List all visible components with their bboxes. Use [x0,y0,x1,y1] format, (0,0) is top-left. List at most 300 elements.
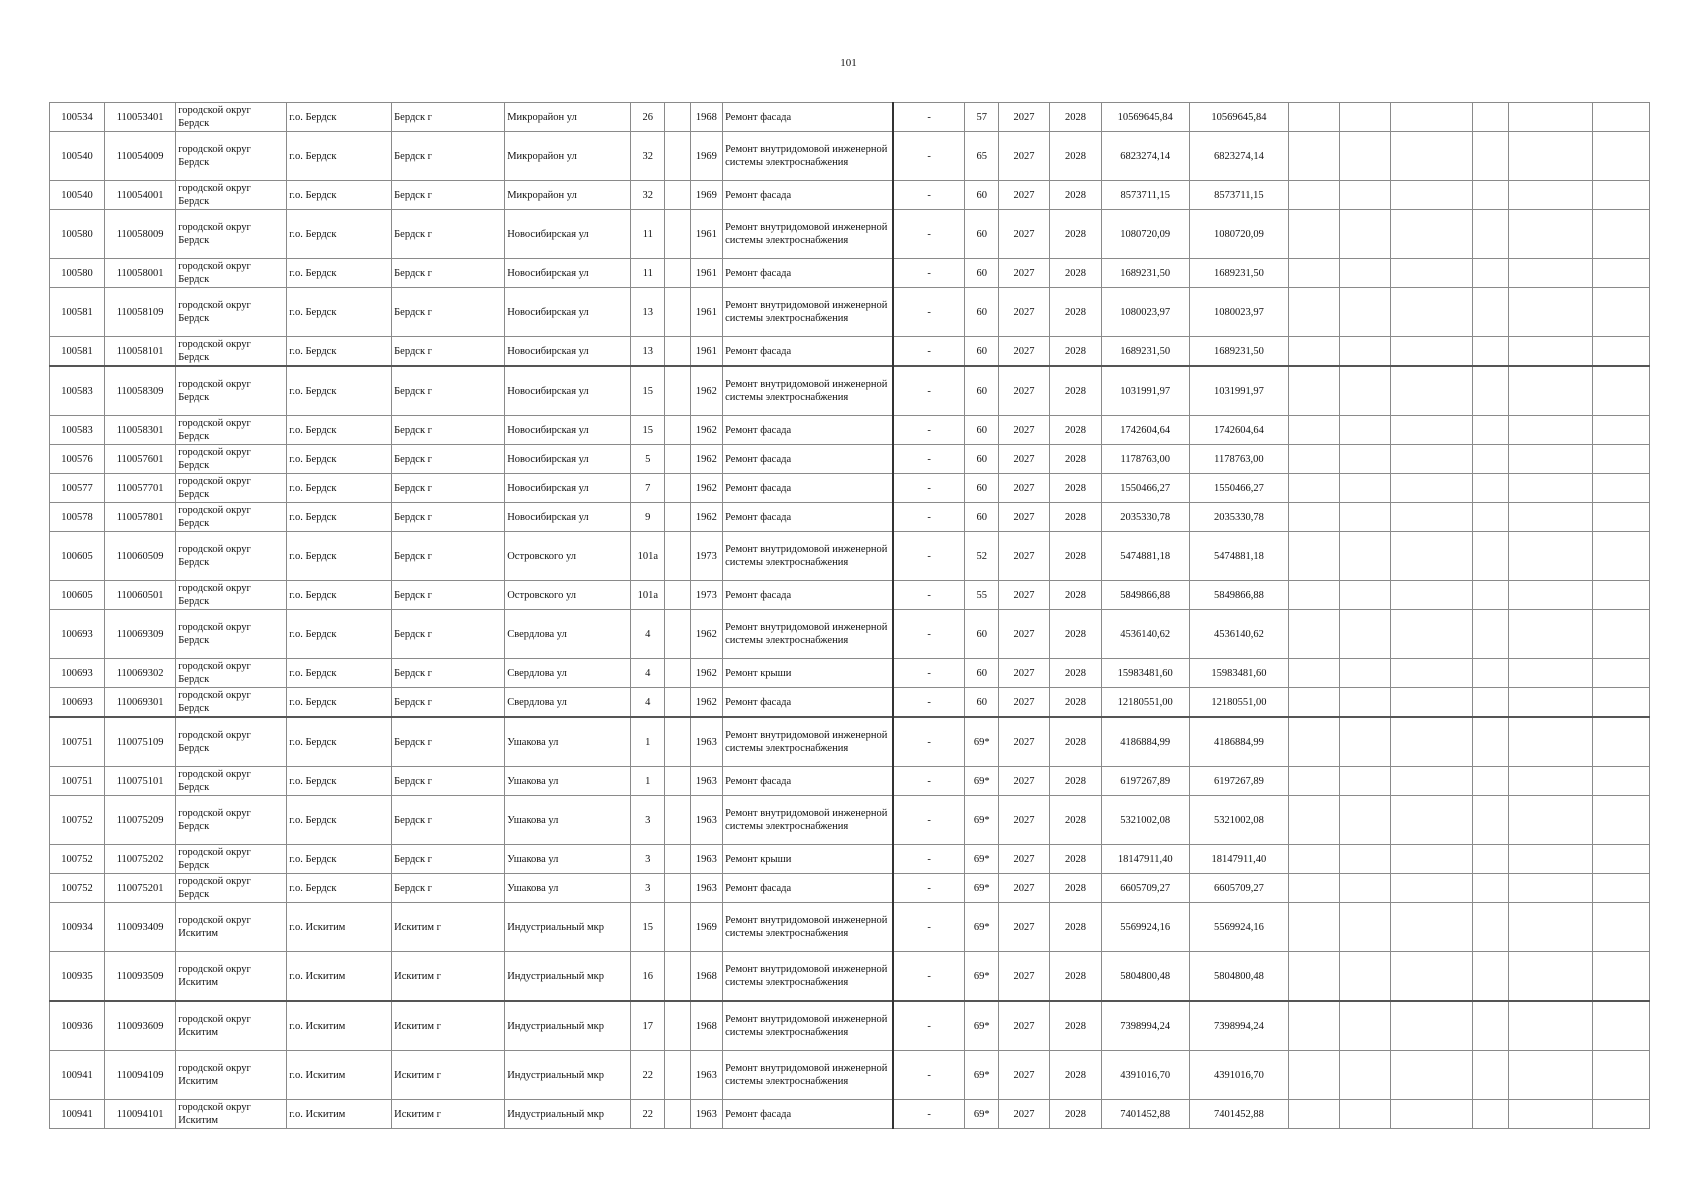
cell-program-id: 100941 [50,1051,105,1100]
cell-building [665,288,690,337]
cell-program-id: 100581 [50,288,105,337]
cell-building [665,1100,690,1129]
cell-empty [1592,1051,1649,1100]
cell-municipality: городской округ Бердск [176,581,287,610]
cell-municipality: городской округ Бердск [176,445,287,474]
cell-dash: - [893,903,965,952]
table-row [50,181,1650,210]
cell-empty [1289,474,1340,503]
cell-empty [1340,1051,1391,1100]
table-row [50,532,1650,581]
cell-empty [1472,366,1509,416]
cell-empty [1340,659,1391,688]
cell-street: Ушакова ул [505,796,631,845]
cell-empty [1340,581,1391,610]
cell-program-id: 100941 [50,1100,105,1129]
table-row [50,610,1650,659]
cell-dash: - [893,610,965,659]
cell-empty [1391,717,1472,767]
cell-empty [1509,796,1593,845]
cell-cost-total: 18147911,40 [1189,845,1289,874]
cell-house-number: 17 [631,1001,665,1051]
cell-empty [1391,288,1472,337]
cell-empty [1509,181,1593,210]
cell-work-id: 110053401 [104,103,175,132]
cell-cost-total: 7401452,88 [1189,1100,1289,1129]
cell-work-id: 110057801 [104,503,175,532]
cell-house-number: 7 [631,474,665,503]
cell-locality: Бердск г [392,445,505,474]
cell-empty [1340,717,1391,767]
cell-year-to: 2028 [1050,903,1102,952]
cell-empty [1340,503,1391,532]
cell-empty [1592,503,1649,532]
cell-empty [1509,532,1593,581]
cell-empty [1509,845,1593,874]
cell-work-type: Ремонт крыши [723,845,893,874]
table-row [50,952,1650,1002]
cell-empty [1509,416,1593,445]
cell-wear-percent: 60 [965,366,999,416]
cell-empty [1472,903,1509,952]
cell-building [665,874,690,903]
cell-empty [1340,874,1391,903]
cell-year-to: 2028 [1050,581,1102,610]
cell-building [665,796,690,845]
cell-empty [1289,952,1340,1002]
cell-year-built: 1962 [690,416,723,445]
cell-district: г.о. Бердск [287,474,392,503]
table-row [50,132,1650,181]
cell-work-id: 110094101 [104,1100,175,1129]
cell-empty [1391,103,1472,132]
cell-work-type: Ремонт фасада [723,445,893,474]
cell-empty [1472,445,1509,474]
cell-empty [1289,767,1340,796]
cell-empty [1592,337,1649,367]
cell-cost: 1742604,64 [1101,416,1189,445]
cell-year-to: 2028 [1050,259,1102,288]
cell-program-id: 100580 [50,259,105,288]
cell-building [665,132,690,181]
table-row [50,581,1650,610]
cell-year-built: 1962 [690,610,723,659]
table-row [50,474,1650,503]
cell-empty [1472,288,1509,337]
cell-locality: Бердск г [392,874,505,903]
cell-work-id: 110060501 [104,581,175,610]
cell-empty [1509,259,1593,288]
cell-dash: - [893,581,965,610]
cell-house-number: 101а [631,581,665,610]
cell-cost: 4391016,70 [1101,1051,1189,1100]
cell-dash: - [893,952,965,1002]
cell-empty [1592,845,1649,874]
cell-empty [1472,717,1509,767]
cell-work-id: 110075109 [104,717,175,767]
cell-house-number: 22 [631,1051,665,1100]
cell-locality: Бердск г [392,796,505,845]
cell-empty [1289,659,1340,688]
cell-empty [1592,581,1649,610]
cell-work-id: 110058009 [104,210,175,259]
cell-district: г.о. Искитим [287,952,392,1002]
cell-year-from: 2027 [999,796,1050,845]
cell-empty [1289,1051,1340,1100]
cell-municipality: городской округ Искитим [176,952,287,1002]
cell-wear-percent: 60 [965,445,999,474]
cell-work-type: Ремонт фасада [723,474,893,503]
cell-street: Ушакова ул [505,767,631,796]
cell-locality: Бердск г [392,416,505,445]
cell-empty [1289,1001,1340,1051]
cell-wear-percent: 60 [965,688,999,718]
cell-year-from: 2027 [999,581,1050,610]
cell-empty [1391,610,1472,659]
cell-year-built: 1973 [690,532,723,581]
cell-wear-percent: 69* [965,845,999,874]
cell-house-number: 16 [631,952,665,1002]
cell-street: Микрорайон ул [505,132,631,181]
cell-house-number: 4 [631,688,665,718]
cell-district: г.о. Бердск [287,532,392,581]
cell-house-number: 32 [631,181,665,210]
cell-municipality: городской округ Бердск [176,610,287,659]
cell-municipality: городской округ Бердск [176,474,287,503]
cell-house-number: 15 [631,366,665,416]
cell-cost-total: 5849866,88 [1189,581,1289,610]
cell-street: Микрорайон ул [505,103,631,132]
cell-program-id: 100578 [50,503,105,532]
cell-street: Новосибирская ул [505,337,631,367]
cell-cost: 7401452,88 [1101,1100,1189,1129]
cell-empty [1509,337,1593,367]
cell-program-id: 100751 [50,717,105,767]
cell-empty [1391,132,1472,181]
cell-empty [1592,181,1649,210]
cell-empty [1289,1100,1340,1129]
cell-year-to: 2028 [1050,132,1102,181]
cell-street: Новосибирская ул [505,503,631,532]
cell-wear-percent: 69* [965,717,999,767]
cell-wear-percent: 60 [965,416,999,445]
table-row [50,366,1650,416]
cell-building [665,103,690,132]
cell-district: г.о. Бердск [287,288,392,337]
cell-year-built: 1963 [690,845,723,874]
cell-empty [1472,845,1509,874]
cell-empty [1509,288,1593,337]
cell-year-built: 1968 [690,1001,723,1051]
cell-dash: - [893,181,965,210]
cell-cost-total: 4391016,70 [1189,1051,1289,1100]
cell-empty [1289,796,1340,845]
cell-locality: Бердск г [392,337,505,367]
cell-empty [1509,366,1593,416]
cell-cost: 5569924,16 [1101,903,1189,952]
cell-work-type: Ремонт фасада [723,874,893,903]
cell-empty [1340,259,1391,288]
cell-dash: - [893,1001,965,1051]
cell-empty [1289,874,1340,903]
cell-dash: - [893,288,965,337]
cell-street: Новосибирская ул [505,210,631,259]
cell-empty [1340,903,1391,952]
cell-street: Индустриальный мкр [505,903,631,952]
cell-year-from: 2027 [999,874,1050,903]
cell-year-built: 1963 [690,796,723,845]
cell-cost-total: 4186884,99 [1189,717,1289,767]
cell-empty [1391,416,1472,445]
cell-empty [1509,874,1593,903]
cell-dash: - [893,532,965,581]
cell-street: Ушакова ул [505,874,631,903]
cell-empty [1509,474,1593,503]
cell-cost: 1031991,97 [1101,366,1189,416]
cell-building [665,952,690,1002]
cell-dash: - [893,796,965,845]
cell-municipality: городской округ Бердск [176,874,287,903]
registry-rows [50,103,1650,1129]
cell-empty [1391,659,1472,688]
cell-year-to: 2028 [1050,952,1102,1002]
cell-wear-percent: 60 [965,503,999,532]
cell-wear-percent: 69* [965,767,999,796]
cell-empty [1592,366,1649,416]
cell-work-id: 110058309 [104,366,175,416]
cell-locality: Бердск г [392,132,505,181]
cell-building [665,337,690,367]
cell-district: г.о. Бердск [287,210,392,259]
cell-year-from: 2027 [999,337,1050,367]
cell-empty [1289,688,1340,718]
cell-empty [1289,366,1340,416]
cell-cost-total: 6605709,27 [1189,874,1289,903]
cell-wear-percent: 69* [965,874,999,903]
cell-cost-total: 8573711,15 [1189,181,1289,210]
cell-empty [1472,210,1509,259]
cell-district: г.о. Бердск [287,688,392,718]
cell-locality: Бердск г [392,532,505,581]
cell-year-to: 2028 [1050,688,1102,718]
cell-empty [1289,337,1340,367]
cell-empty [1391,337,1472,367]
cell-street: Новосибирская ул [505,416,631,445]
cell-wear-percent: 52 [965,532,999,581]
cell-year-built: 1968 [690,103,723,132]
cell-district: г.о. Бердск [287,796,392,845]
cell-empty [1472,1051,1509,1100]
cell-year-from: 2027 [999,1051,1050,1100]
cell-wear-percent: 69* [965,1001,999,1051]
cell-empty [1391,503,1472,532]
cell-cost-total: 1550466,27 [1189,474,1289,503]
cell-empty [1391,181,1472,210]
cell-empty [1592,288,1649,337]
cell-year-from: 2027 [999,366,1050,416]
cell-cost: 1080023,97 [1101,288,1189,337]
cell-dash: - [893,1051,965,1100]
cell-program-id: 100534 [50,103,105,132]
cell-house-number: 5 [631,445,665,474]
cell-house-number: 22 [631,1100,665,1129]
cell-program-id: 100752 [50,874,105,903]
cell-year-built: 1963 [690,767,723,796]
cell-house-number: 9 [631,503,665,532]
cell-empty [1391,532,1472,581]
cell-house-number: 3 [631,796,665,845]
cell-locality: Бердск г [392,366,505,416]
cell-house-number: 4 [631,659,665,688]
cell-building [665,903,690,952]
cell-building [665,1001,690,1051]
cell-year-built: 1961 [690,259,723,288]
cell-municipality: городской округ Бердск [176,103,287,132]
cell-building [665,416,690,445]
cell-municipality: городской округ Бердск [176,532,287,581]
cell-municipality: городской округ Бердск [176,416,287,445]
cell-wear-percent: 55 [965,581,999,610]
cell-locality: Искитим г [392,1001,505,1051]
cell-street: Новосибирская ул [505,259,631,288]
cell-empty [1340,416,1391,445]
cell-empty [1289,903,1340,952]
cell-street: Ушакова ул [505,717,631,767]
cell-wear-percent: 60 [965,659,999,688]
cell-empty [1289,288,1340,337]
cell-work-id: 110093409 [104,903,175,952]
cell-street: Островского ул [505,532,631,581]
cell-wear-percent: 69* [965,1051,999,1100]
cell-building [665,503,690,532]
cell-year-to: 2028 [1050,610,1102,659]
cell-dash: - [893,845,965,874]
registry-table [49,102,1650,1129]
cell-program-id: 100934 [50,903,105,952]
cell-municipality: городской округ Искитим [176,1051,287,1100]
cell-municipality: городской округ Бердск [176,767,287,796]
cell-empty [1592,952,1649,1002]
cell-cost-total: 5321002,08 [1189,796,1289,845]
cell-work-type: Ремонт внутридомовой инженерной системы электроснабжения [723,1001,893,1051]
cell-cost-total: 5569924,16 [1189,903,1289,952]
table-row [50,1001,1650,1051]
cell-program-id: 100693 [50,688,105,718]
cell-empty [1592,259,1649,288]
cell-empty [1509,445,1593,474]
cell-year-from: 2027 [999,210,1050,259]
cell-empty [1391,903,1472,952]
cell-wear-percent: 69* [965,952,999,1002]
cell-locality: Бердск г [392,688,505,718]
cell-locality: Бердск г [392,610,505,659]
cell-program-id: 100693 [50,610,105,659]
cell-work-id: 110060509 [104,532,175,581]
cell-year-built: 1969 [690,132,723,181]
cell-empty [1391,874,1472,903]
table-row [50,688,1650,718]
cell-empty [1289,103,1340,132]
cell-year-built: 1962 [690,688,723,718]
cell-empty [1289,132,1340,181]
cell-cost: 5321002,08 [1101,796,1189,845]
cell-work-id: 110058001 [104,259,175,288]
cell-empty [1289,445,1340,474]
cell-house-number: 11 [631,259,665,288]
cell-year-to: 2028 [1050,474,1102,503]
cell-district: г.о. Бердск [287,103,392,132]
cell-work-type: Ремонт фасада [723,103,893,132]
cell-empty [1509,1100,1593,1129]
cell-empty [1391,1001,1472,1051]
cell-year-built: 1961 [690,337,723,367]
cell-year-built: 1962 [690,659,723,688]
cell-empty [1391,1051,1472,1100]
cell-work-id: 110057701 [104,474,175,503]
cell-empty [1391,259,1472,288]
cell-municipality: городской округ Бердск [176,132,287,181]
cell-program-id: 100581 [50,337,105,367]
cell-program-id: 100583 [50,366,105,416]
cell-locality: Бердск г [392,503,505,532]
cell-dash: - [893,132,965,181]
cell-year-from: 2027 [999,610,1050,659]
cell-locality: Искитим г [392,1051,505,1100]
cell-dash: - [893,416,965,445]
cell-year-to: 2028 [1050,717,1102,767]
cell-building [665,366,690,416]
cell-empty [1289,503,1340,532]
cell-year-to: 2028 [1050,1001,1102,1051]
table-row [50,503,1650,532]
cell-locality: Бердск г [392,581,505,610]
cell-cost-total: 1031991,97 [1189,366,1289,416]
cell-building [665,845,690,874]
cell-year-to: 2028 [1050,874,1102,903]
cell-district: г.о. Бердск [287,845,392,874]
cell-wear-percent: 69* [965,1100,999,1129]
cell-empty [1391,952,1472,1002]
cell-empty [1509,210,1593,259]
cell-year-from: 2027 [999,688,1050,718]
cell-year-to: 2028 [1050,503,1102,532]
cell-empty [1509,610,1593,659]
table-row [50,874,1650,903]
cell-empty [1592,610,1649,659]
cell-work-type: Ремонт внутридомовой инженерной системы электроснабжения [723,132,893,181]
cell-year-to: 2028 [1050,845,1102,874]
cell-empty [1592,416,1649,445]
cell-empty [1509,103,1593,132]
cell-cost-total: 2035330,78 [1189,503,1289,532]
cell-empty [1391,767,1472,796]
cell-empty [1340,337,1391,367]
cell-empty [1592,717,1649,767]
cell-dash: - [893,210,965,259]
cell-locality: Бердск г [392,717,505,767]
cell-year-from: 2027 [999,845,1050,874]
cell-empty [1391,796,1472,845]
cell-house-number: 13 [631,288,665,337]
cell-year-from: 2027 [999,259,1050,288]
cell-work-id: 110058301 [104,416,175,445]
cell-empty [1509,952,1593,1002]
cell-municipality: городской округ Бердск [176,366,287,416]
cell-work-type: Ремонт крыши [723,659,893,688]
cell-cost: 1178763,00 [1101,445,1189,474]
cell-empty [1340,952,1391,1002]
cell-cost-total: 10569645,84 [1189,103,1289,132]
